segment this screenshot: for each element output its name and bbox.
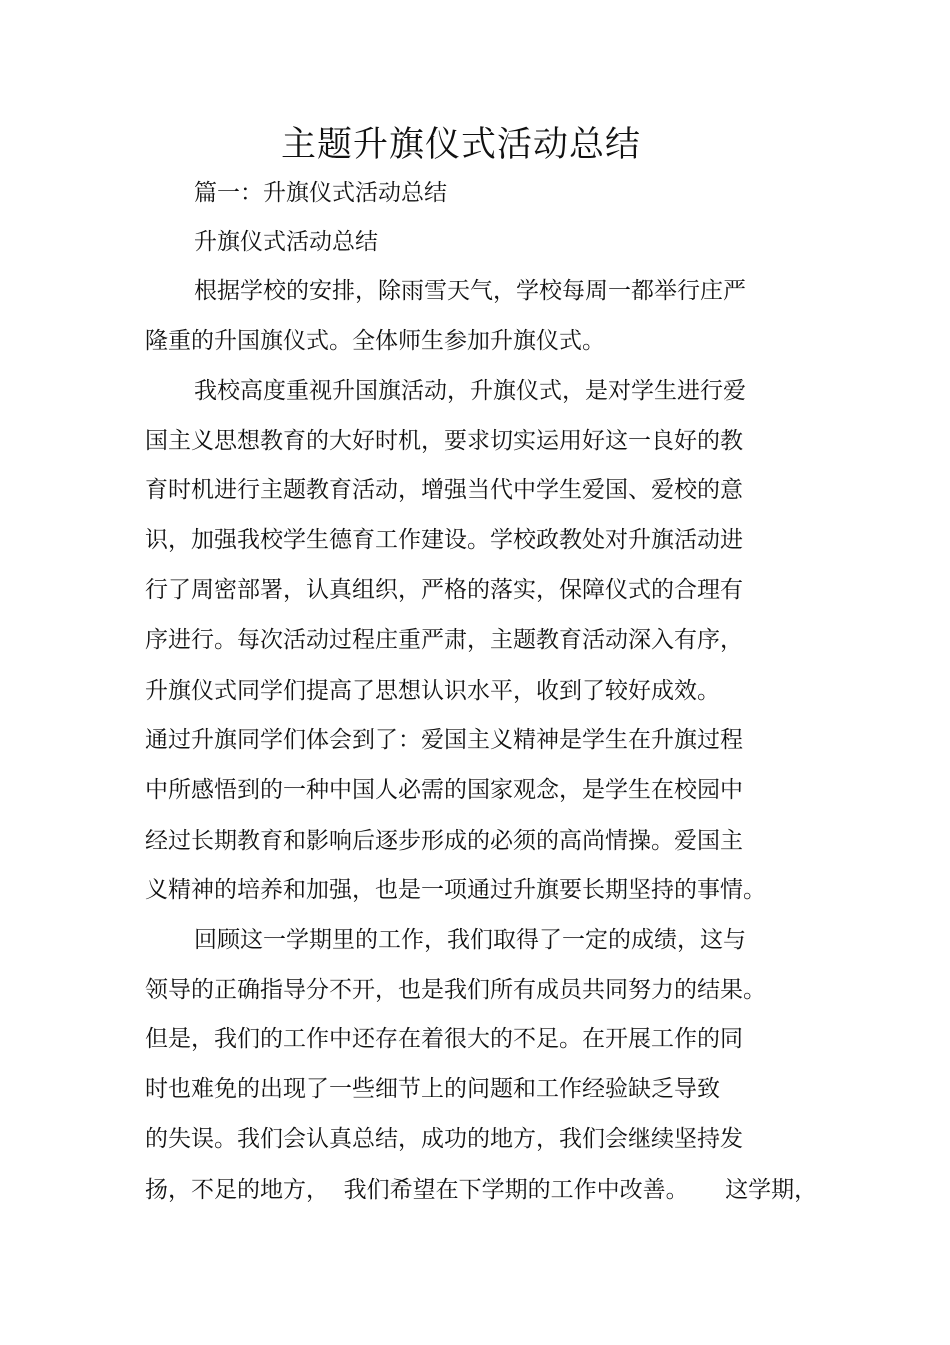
paragraph-line: 但是，我们的工作中还存在着很大的不足。在开展工作的同 <box>145 1026 743 1052</box>
paragraph-line: 经过长期教育和影响后逐步形成的必须的高尚情操。爱国主 <box>145 828 743 854</box>
subtitle: 升旗仪式活动总结 <box>194 229 378 255</box>
paragraph-line: 国主义思想教育的大好时机，要求切实运用好这一良好的教 <box>145 428 743 454</box>
paragraph-line: 育时机进行主题教育活动，增强当代中学生爱国、爱校的意 <box>145 477 743 503</box>
paragraph-line: 通过升旗同学们体会到了：爱国主义精神是学生在升旗过程 <box>145 727 743 753</box>
paragraph-line: 隆重的升国旗仪式。全体师生参加升旗仪式。 <box>145 328 605 354</box>
document-title: 主题升旗仪式活动总结 <box>280 125 641 165</box>
paragraph-line: 回顾这一学期里的工作，我们取得了一定的成绩，这与 <box>194 927 746 953</box>
paragraph-line: 根据学校的安排，除雨雪天气，学校每周一都举行庄严 <box>194 278 746 304</box>
paragraph-line: 序进行。每次活动过程庄重严肃，主题教育活动深入有序， <box>145 627 743 653</box>
paragraph-line: 升旗仪式同学们提高了思想认识水平，收到了较好成效。 <box>145 678 720 704</box>
paragraph-line: 扬，不足的地方， 我们希望在下学期的工作中改善。 这学期， <box>145 1177 818 1203</box>
paragraph-line: 领导的正确指导分不开，也是我们所有成员共同努力的结果。 <box>145 977 766 1003</box>
paragraph-line: 义精神的培养和加强，也是一项通过升旗要长期坚持的事情。 <box>145 877 766 903</box>
paragraph-line: 时也难免的出现了一些细节上的问题和工作经验缺乏导致 <box>145 1076 720 1102</box>
paragraph-line: 的失误。我们会认真总结，成功的地方，我们会继续坚持发 <box>145 1126 743 1152</box>
paragraph-line: 行了周密部署，认真组织，严格的落实，保障仪式的合理有 <box>145 577 743 603</box>
paragraph-line: 我校高度重视升国旗活动，升旗仪式，是对学生进行爱 <box>194 378 746 404</box>
paragraph-line: 中所感悟到的一种中国人必需的国家观念，是学生在校园中 <box>145 777 743 803</box>
section-heading: 篇一：升旗仪式活动总结 <box>194 180 447 206</box>
paragraph-line: 识，加强我校学生德育工作建设。学校政教处对升旗活动进 <box>145 527 743 553</box>
